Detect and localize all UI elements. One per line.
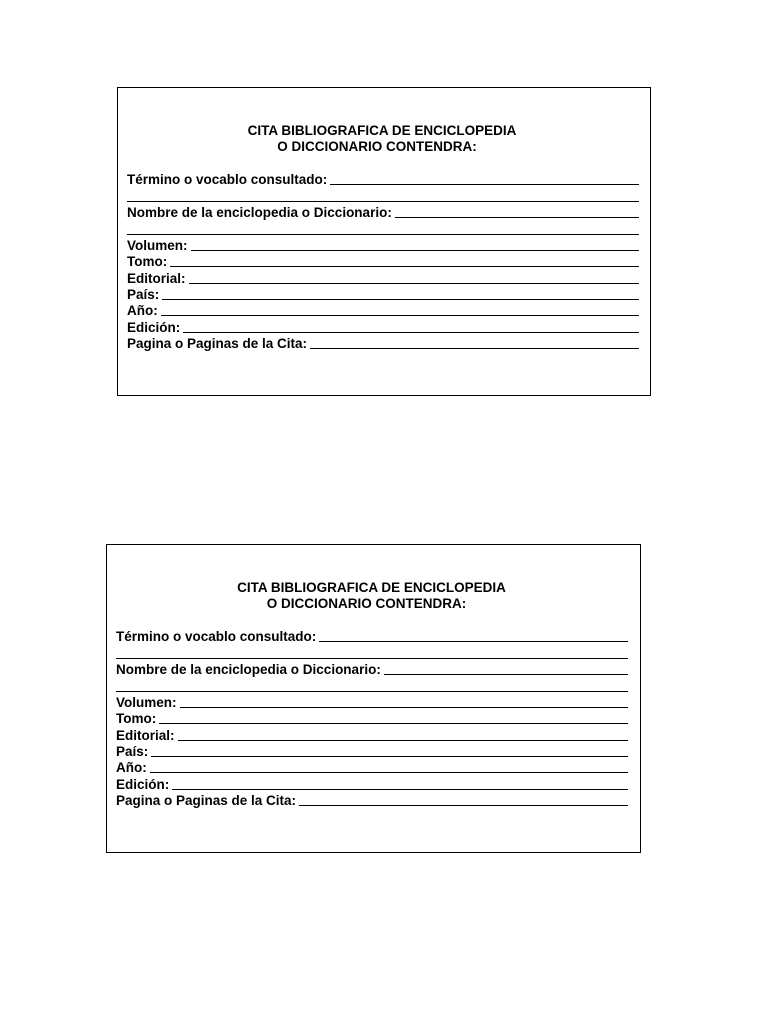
field-label-nombre: Nombre de la enciclopedia o Diccionario: (127, 205, 392, 221)
field-line-paginas[interactable] (310, 348, 639, 349)
field-label-editorial: Editorial: (127, 270, 186, 286)
field-line-volumen[interactable] (180, 707, 629, 708)
field-label-volumen: Volumen: (127, 238, 188, 254)
card-title (118, 123, 650, 155)
field-label-anio: Año: (116, 760, 147, 776)
field-row-tomo (116, 711, 628, 727)
field-line-nombre-continuation[interactable] (127, 234, 639, 235)
field-list (116, 629, 628, 809)
field-row-termino (127, 172, 639, 188)
field-row-anio (116, 760, 628, 776)
field-line-editorial[interactable] (178, 740, 628, 741)
field-row-tomo (127, 254, 639, 270)
field-row-pais (127, 287, 639, 303)
card-title-line-2: O DICCIONARIO CONTENDRA: (277, 139, 477, 154)
field-row-edicion (116, 776, 628, 792)
field-row-anio (127, 303, 639, 319)
field-line-anio[interactable] (161, 315, 639, 316)
field-line-nombre[interactable] (395, 217, 639, 218)
field-line-pais[interactable] (162, 299, 639, 300)
card-title (107, 580, 640, 612)
field-line-tomo[interactable] (170, 266, 639, 267)
field-label-termino: Término o vocablo consultado: (116, 629, 317, 645)
field-line-tomo[interactable] (159, 723, 628, 724)
field-row-volumen (116, 695, 628, 711)
field-label-termino: Término o vocablo consultado: (127, 172, 328, 188)
field-row-edicion (127, 319, 639, 335)
field-label-edicion: Edición: (127, 319, 181, 335)
field-row-paginas (116, 793, 628, 809)
field-row-editorial (127, 270, 639, 286)
field-row-pais (116, 744, 628, 760)
citation-card-2 (106, 544, 641, 853)
field-label-paginas: Pagina o Paginas de la Cita: (116, 792, 297, 808)
field-row-termino (116, 629, 628, 645)
field-line-editorial[interactable] (189, 283, 639, 284)
field-label-paginas: Pagina o Paginas de la Cita: (127, 335, 308, 351)
field-line-anio[interactable] (150, 772, 628, 773)
card-title-line-1: CITA BIBLIOGRAFICA DE ENCICLOPEDIA (237, 580, 506, 595)
field-row-nombre (127, 205, 639, 221)
field-label-anio: Año: (127, 303, 158, 319)
field-row-editorial (116, 727, 628, 743)
field-label-pais: País: (116, 743, 149, 759)
field-line-termino-continuation[interactable] (116, 658, 628, 659)
field-line-paginas[interactable] (299, 805, 628, 806)
field-label-edicion: Edición: (116, 776, 170, 792)
field-row-nombre-continuation (127, 221, 639, 238)
field-line-nombre[interactable] (384, 674, 628, 675)
field-line-termino[interactable] (319, 641, 628, 642)
citation-card-1 (117, 87, 651, 396)
field-line-volumen[interactable] (191, 250, 640, 251)
field-row-nombre (116, 662, 628, 678)
field-line-termino[interactable] (330, 184, 639, 185)
card-title-line-1: CITA BIBLIOGRAFICA DE ENCICLOPEDIA (247, 123, 517, 138)
card-title-line-2: O DICCIONARIO CONTENDRA: (266, 596, 467, 611)
field-line-edicion[interactable] (172, 789, 628, 790)
field-list (127, 172, 639, 352)
field-row-volumen (127, 238, 639, 254)
field-line-nombre-continuation[interactable] (116, 691, 628, 692)
field-row-termino-continuation (116, 645, 628, 662)
field-line-edicion[interactable] (183, 332, 639, 333)
field-label-pais: País: (127, 286, 160, 302)
field-label-editorial: Editorial: (116, 727, 175, 743)
field-line-pais[interactable] (151, 756, 628, 757)
field-row-nombre-continuation (116, 678, 628, 695)
field-row-termino-continuation (127, 188, 639, 205)
field-label-tomo: Tomo: (116, 711, 157, 727)
field-label-volumen: Volumen: (116, 695, 177, 711)
field-line-termino-continuation[interactable] (127, 201, 639, 202)
field-row-paginas (127, 336, 639, 352)
field-label-nombre: Nombre de la enciclopedia o Diccionario: (116, 662, 381, 678)
field-label-tomo: Tomo: (127, 254, 168, 270)
